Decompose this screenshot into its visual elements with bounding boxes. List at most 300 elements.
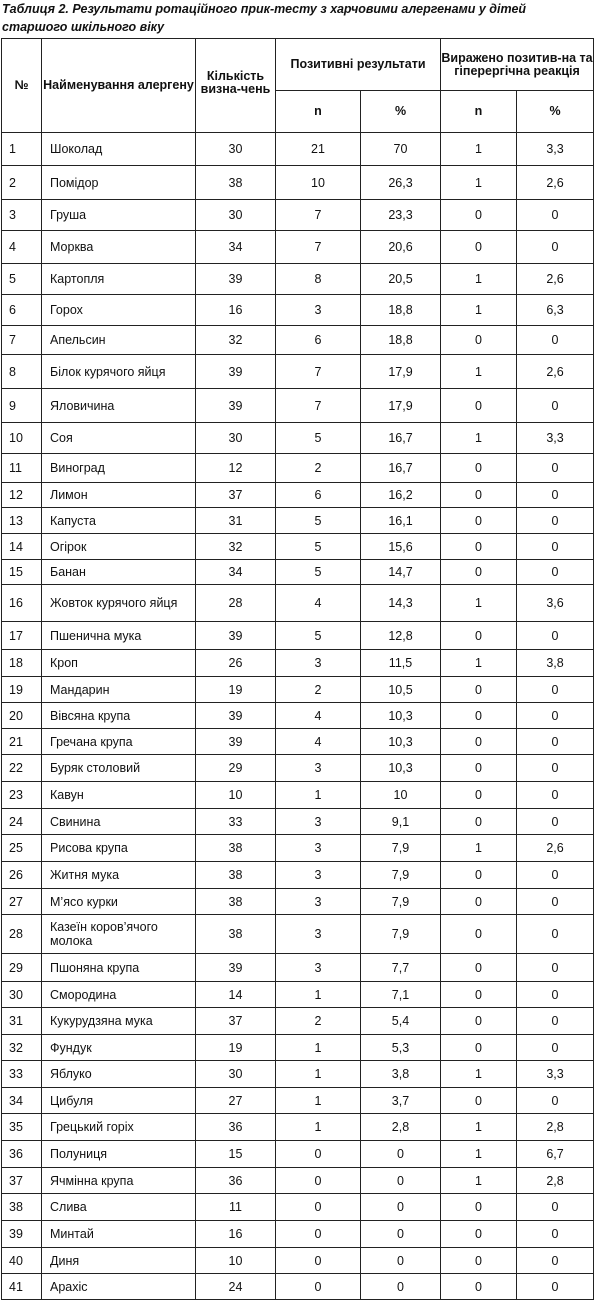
row-number: 8 bbox=[2, 355, 42, 389]
positive-n: 7 bbox=[276, 231, 361, 264]
hyper-n: 0 bbox=[441, 231, 517, 264]
hyper-n: 0 bbox=[441, 862, 517, 889]
hyper-n: 0 bbox=[441, 454, 517, 483]
hyper-percent: 0 bbox=[517, 231, 594, 264]
positive-percent: 5,3 bbox=[361, 1035, 441, 1061]
hyper-percent: 0 bbox=[517, 1194, 594, 1221]
hyper-percent: 0 bbox=[517, 782, 594, 809]
hyper-n: 1 bbox=[441, 1168, 517, 1194]
test-count: 39 bbox=[196, 355, 276, 389]
allergen-name: Огірок bbox=[42, 534, 196, 560]
row-number: 25 bbox=[2, 835, 42, 862]
hyper-percent: 2,6 bbox=[517, 355, 594, 389]
header-hyper-percent: % bbox=[517, 91, 594, 133]
row-number: 38 bbox=[2, 1194, 42, 1221]
hyper-n: 0 bbox=[441, 483, 517, 508]
test-count: 19 bbox=[196, 1035, 276, 1061]
row-number: 34 bbox=[2, 1088, 42, 1114]
hyper-n: 0 bbox=[441, 782, 517, 809]
hyper-percent: 6,3 bbox=[517, 295, 594, 326]
positive-percent: 0 bbox=[361, 1141, 441, 1168]
test-count: 39 bbox=[196, 622, 276, 650]
allergen-name: Кукурудзяна мука bbox=[42, 1008, 196, 1035]
positive-n: 6 bbox=[276, 326, 361, 355]
table-row bbox=[2, 1274, 594, 1300]
positive-percent: 9,1 bbox=[361, 809, 441, 835]
positive-n: 8 bbox=[276, 264, 361, 295]
hyper-percent: 0 bbox=[517, 1008, 594, 1035]
hyper-percent: 0 bbox=[517, 483, 594, 508]
positive-n: 1 bbox=[276, 1114, 361, 1141]
positive-n: 1 bbox=[276, 782, 361, 809]
hyper-n: 0 bbox=[441, 622, 517, 650]
positive-n: 3 bbox=[276, 889, 361, 915]
table-row bbox=[2, 755, 594, 782]
positive-percent: 10,3 bbox=[361, 755, 441, 782]
hyper-percent: 0 bbox=[517, 622, 594, 650]
positive-n: 7 bbox=[276, 200, 361, 231]
test-count: 10 bbox=[196, 782, 276, 809]
row-number: 27 bbox=[2, 889, 42, 915]
table-row bbox=[2, 355, 594, 389]
row-number: 35 bbox=[2, 1114, 42, 1141]
hyper-percent: 0 bbox=[517, 677, 594, 703]
allergen-name: Білок курячого яйця bbox=[42, 355, 196, 389]
table-row bbox=[2, 729, 594, 755]
table-row bbox=[2, 231, 594, 264]
hyper-n: 0 bbox=[441, 982, 517, 1008]
hyper-percent: 0 bbox=[517, 1221, 594, 1248]
row-number: 3 bbox=[2, 200, 42, 231]
row-number: 31 bbox=[2, 1008, 42, 1035]
allergen-name: Яловичина bbox=[42, 389, 196, 423]
hyper-percent: 0 bbox=[517, 454, 594, 483]
row-number: 28 bbox=[2, 915, 42, 954]
hyper-n: 0 bbox=[441, 1221, 517, 1248]
positive-percent: 16,1 bbox=[361, 508, 441, 534]
row-number: 5 bbox=[2, 264, 42, 295]
allergen-name: Апельсин bbox=[42, 326, 196, 355]
positive-percent: 0 bbox=[361, 1194, 441, 1221]
hyper-percent: 2,8 bbox=[517, 1168, 594, 1194]
hyper-percent: 0 bbox=[517, 889, 594, 915]
positive-percent: 17,9 bbox=[361, 389, 441, 423]
table-row bbox=[2, 782, 594, 809]
row-number: 15 bbox=[2, 560, 42, 585]
test-count: 38 bbox=[196, 862, 276, 889]
test-count: 14 bbox=[196, 982, 276, 1008]
header-count: Кількість визна-чень bbox=[196, 39, 276, 133]
table-row bbox=[2, 915, 594, 954]
table-row bbox=[2, 809, 594, 835]
test-count: 10 bbox=[196, 1248, 276, 1274]
positive-n: 0 bbox=[276, 1168, 361, 1194]
hyper-n: 0 bbox=[441, 809, 517, 835]
hyper-n: 0 bbox=[441, 677, 517, 703]
positive-percent: 0 bbox=[361, 1168, 441, 1194]
allergen-name: Минтай bbox=[42, 1221, 196, 1248]
test-count: 37 bbox=[196, 483, 276, 508]
positive-percent: 0 bbox=[361, 1221, 441, 1248]
test-count: 29 bbox=[196, 755, 276, 782]
positive-n: 5 bbox=[276, 534, 361, 560]
allergen-name: Помідор bbox=[42, 166, 196, 200]
hyper-percent: 0 bbox=[517, 1035, 594, 1061]
allergen-name: Груша bbox=[42, 200, 196, 231]
hyper-n: 1 bbox=[441, 1061, 517, 1088]
positive-percent: 7,9 bbox=[361, 835, 441, 862]
row-number: 18 bbox=[2, 650, 42, 677]
row-number: 1 bbox=[2, 133, 42, 166]
table-row bbox=[2, 1061, 594, 1088]
hyper-percent: 3,6 bbox=[517, 585, 594, 622]
allergen-name: Шоколад bbox=[42, 133, 196, 166]
positive-percent: 16,7 bbox=[361, 423, 441, 454]
hyper-n: 1 bbox=[441, 1114, 517, 1141]
test-count: 36 bbox=[196, 1168, 276, 1194]
positive-n: 6 bbox=[276, 483, 361, 508]
positive-percent: 20,6 bbox=[361, 231, 441, 264]
table-row bbox=[2, 677, 594, 703]
allergen-name: Жовток курячого яйця bbox=[42, 585, 196, 622]
allergen-name: Соя bbox=[42, 423, 196, 454]
positive-n: 7 bbox=[276, 389, 361, 423]
test-count: 32 bbox=[196, 326, 276, 355]
test-count: 33 bbox=[196, 809, 276, 835]
allergen-name: Пшоняна крупа bbox=[42, 954, 196, 982]
positive-n: 5 bbox=[276, 423, 361, 454]
test-count: 28 bbox=[196, 585, 276, 622]
hyper-percent: 3,3 bbox=[517, 1061, 594, 1088]
test-count: 31 bbox=[196, 508, 276, 534]
positive-n: 5 bbox=[276, 622, 361, 650]
table-row bbox=[2, 889, 594, 915]
positive-percent: 2,8 bbox=[361, 1114, 441, 1141]
header-row-top bbox=[2, 39, 594, 91]
hyper-n: 1 bbox=[441, 650, 517, 677]
hyper-percent: 3,8 bbox=[517, 650, 594, 677]
row-number: 7 bbox=[2, 326, 42, 355]
positive-n: 10 bbox=[276, 166, 361, 200]
row-number: 30 bbox=[2, 982, 42, 1008]
allergen-name: Яблуко bbox=[42, 1061, 196, 1088]
positive-percent: 16,2 bbox=[361, 483, 441, 508]
allergen-name: Пшенична мука bbox=[42, 622, 196, 650]
hyper-percent: 0 bbox=[517, 703, 594, 729]
table-row bbox=[2, 423, 594, 454]
allergen-name: Виноград bbox=[42, 454, 196, 483]
test-count: 16 bbox=[196, 1221, 276, 1248]
positive-n: 4 bbox=[276, 703, 361, 729]
hyper-percent: 0 bbox=[517, 534, 594, 560]
table-row bbox=[2, 508, 594, 534]
hyper-n: 0 bbox=[441, 200, 517, 231]
hyper-n: 0 bbox=[441, 1248, 517, 1274]
allergen-name: Житня мука bbox=[42, 862, 196, 889]
row-number: 37 bbox=[2, 1168, 42, 1194]
positive-percent: 7,1 bbox=[361, 982, 441, 1008]
test-count: 39 bbox=[196, 954, 276, 982]
hyper-n: 0 bbox=[441, 755, 517, 782]
table-row bbox=[2, 1221, 594, 1248]
table-row bbox=[2, 585, 594, 622]
row-number: 19 bbox=[2, 677, 42, 703]
hyper-n: 0 bbox=[441, 534, 517, 560]
hyper-percent: 2,6 bbox=[517, 166, 594, 200]
test-count: 11 bbox=[196, 1194, 276, 1221]
positive-n: 3 bbox=[276, 862, 361, 889]
hyper-n: 0 bbox=[441, 1035, 517, 1061]
row-number: 24 bbox=[2, 809, 42, 835]
positive-percent: 7,9 bbox=[361, 889, 441, 915]
table-row bbox=[2, 326, 594, 355]
test-count: 38 bbox=[196, 166, 276, 200]
positive-n: 0 bbox=[276, 1221, 361, 1248]
table-row bbox=[2, 1114, 594, 1141]
positive-percent: 7,9 bbox=[361, 915, 441, 954]
row-number: 17 bbox=[2, 622, 42, 650]
positive-n: 2 bbox=[276, 454, 361, 483]
table-row bbox=[2, 264, 594, 295]
positive-n: 5 bbox=[276, 560, 361, 585]
positive-percent: 7,9 bbox=[361, 862, 441, 889]
row-number: 26 bbox=[2, 862, 42, 889]
allergen-name: Мандарин bbox=[42, 677, 196, 703]
header-positive-n: n bbox=[276, 91, 361, 133]
row-number: 22 bbox=[2, 755, 42, 782]
table-row bbox=[2, 1141, 594, 1168]
positive-n: 3 bbox=[276, 835, 361, 862]
row-number: 10 bbox=[2, 423, 42, 454]
allergen-name: Картопля bbox=[42, 264, 196, 295]
positive-n: 4 bbox=[276, 729, 361, 755]
row-number: 2 bbox=[2, 166, 42, 200]
table-row bbox=[2, 200, 594, 231]
test-count: 32 bbox=[196, 534, 276, 560]
hyper-percent: 6,7 bbox=[517, 1141, 594, 1168]
test-count: 37 bbox=[196, 1008, 276, 1035]
allergen-name: Гречана крупа bbox=[42, 729, 196, 755]
table-row bbox=[2, 954, 594, 982]
table-row bbox=[2, 1035, 594, 1061]
hyper-percent: 0 bbox=[517, 560, 594, 585]
test-count: 19 bbox=[196, 677, 276, 703]
row-number: 23 bbox=[2, 782, 42, 809]
positive-percent: 14,7 bbox=[361, 560, 441, 585]
allergen-name: Слива bbox=[42, 1194, 196, 1221]
test-count: 38 bbox=[196, 889, 276, 915]
row-number: 4 bbox=[2, 231, 42, 264]
positive-n: 1 bbox=[276, 1061, 361, 1088]
hyper-percent: 0 bbox=[517, 729, 594, 755]
positive-percent: 0 bbox=[361, 1274, 441, 1300]
positive-n: 0 bbox=[276, 1194, 361, 1221]
table-row bbox=[2, 454, 594, 483]
hyper-percent: 2,8 bbox=[517, 1114, 594, 1141]
allergen-name: Лимон bbox=[42, 483, 196, 508]
hyper-n: 1 bbox=[441, 295, 517, 326]
table-row bbox=[2, 982, 594, 1008]
hyper-percent: 0 bbox=[517, 326, 594, 355]
positive-n: 21 bbox=[276, 133, 361, 166]
hyper-percent: 2,6 bbox=[517, 835, 594, 862]
allergen-name: Свинина bbox=[42, 809, 196, 835]
positive-percent: 23,3 bbox=[361, 200, 441, 231]
table-caption: Таблиця 2. Результати ротаційного прик-тесту з харчовими алергенами у дітей старшого шкільного віку bbox=[2, 2, 527, 34]
hyper-n: 1 bbox=[441, 423, 517, 454]
allergen-name: Цибуля bbox=[42, 1088, 196, 1114]
positive-percent: 10,3 bbox=[361, 703, 441, 729]
allergen-name: М’ясо курки bbox=[42, 889, 196, 915]
test-count: 26 bbox=[196, 650, 276, 677]
hyper-percent: 2,6 bbox=[517, 264, 594, 295]
allergen-name: Буряк столовий bbox=[42, 755, 196, 782]
hyper-percent: 0 bbox=[517, 755, 594, 782]
positive-n: 1 bbox=[276, 1035, 361, 1061]
positive-n: 3 bbox=[276, 915, 361, 954]
hyper-percent: 0 bbox=[517, 809, 594, 835]
hyper-n: 0 bbox=[441, 915, 517, 954]
positive-percent: 10 bbox=[361, 782, 441, 809]
hyper-n: 0 bbox=[441, 954, 517, 982]
hyper-percent: 0 bbox=[517, 1274, 594, 1300]
positive-percent: 7,7 bbox=[361, 954, 441, 982]
positive-n: 2 bbox=[276, 677, 361, 703]
hyper-percent: 0 bbox=[517, 862, 594, 889]
allergen-results-table bbox=[1, 38, 594, 1300]
test-count: 38 bbox=[196, 835, 276, 862]
row-number: 40 bbox=[2, 1248, 42, 1274]
positive-percent: 3,7 bbox=[361, 1088, 441, 1114]
positive-percent: 12,8 bbox=[361, 622, 441, 650]
table-body bbox=[2, 133, 594, 1300]
table-header bbox=[2, 39, 594, 133]
hyper-n: 0 bbox=[441, 560, 517, 585]
positive-n: 7 bbox=[276, 355, 361, 389]
row-number: 29 bbox=[2, 954, 42, 982]
hyper-percent: 0 bbox=[517, 389, 594, 423]
allergen-name: Фундук bbox=[42, 1035, 196, 1061]
allergen-name: Банан bbox=[42, 560, 196, 585]
hyper-percent: 0 bbox=[517, 954, 594, 982]
row-number: 6 bbox=[2, 295, 42, 326]
row-number: 14 bbox=[2, 534, 42, 560]
positive-n: 2 bbox=[276, 1008, 361, 1035]
header-positive-results: Позитивні результати bbox=[276, 39, 441, 91]
table-row bbox=[2, 703, 594, 729]
table-row bbox=[2, 650, 594, 677]
table-row bbox=[2, 1168, 594, 1194]
allergen-name: Ячмінна крупа bbox=[42, 1168, 196, 1194]
test-count: 15 bbox=[196, 1141, 276, 1168]
test-count: 30 bbox=[196, 133, 276, 166]
allergen-name: Капуста bbox=[42, 508, 196, 534]
hyper-n: 0 bbox=[441, 1194, 517, 1221]
positive-percent: 70 bbox=[361, 133, 441, 166]
row-number: 20 bbox=[2, 703, 42, 729]
positive-percent: 16,7 bbox=[361, 454, 441, 483]
header-positive-percent: % bbox=[361, 91, 441, 133]
table-row bbox=[2, 560, 594, 585]
hyper-percent: 0 bbox=[517, 982, 594, 1008]
allergen-name: Диня bbox=[42, 1248, 196, 1274]
positive-n: 0 bbox=[276, 1274, 361, 1300]
table-row bbox=[2, 483, 594, 508]
hyper-n: 0 bbox=[441, 889, 517, 915]
allergen-name: Казеїн коров’ячого молока bbox=[42, 915, 196, 954]
positive-percent: 5,4 bbox=[361, 1008, 441, 1035]
test-count: 27 bbox=[196, 1088, 276, 1114]
header-hyperergic-reaction: Виражено позитив-на та гіперергічна реакція bbox=[441, 39, 594, 91]
table-row bbox=[2, 835, 594, 862]
positive-n: 4 bbox=[276, 585, 361, 622]
allergen-name: Смородина bbox=[42, 982, 196, 1008]
test-count: 30 bbox=[196, 423, 276, 454]
test-count: 24 bbox=[196, 1274, 276, 1300]
table-row bbox=[2, 1008, 594, 1035]
test-count: 34 bbox=[196, 560, 276, 585]
hyper-percent: 0 bbox=[517, 508, 594, 534]
row-number: 11 bbox=[2, 454, 42, 483]
header-hyper-n: n bbox=[441, 91, 517, 133]
hyper-n: 0 bbox=[441, 1088, 517, 1114]
positive-n: 1 bbox=[276, 982, 361, 1008]
positive-percent: 11,5 bbox=[361, 650, 441, 677]
positive-n: 3 bbox=[276, 295, 361, 326]
row-number: 41 bbox=[2, 1274, 42, 1300]
allergen-name: Кавун bbox=[42, 782, 196, 809]
positive-percent: 18,8 bbox=[361, 326, 441, 355]
hyper-n: 0 bbox=[441, 389, 517, 423]
positive-n: 0 bbox=[276, 1141, 361, 1168]
test-count: 12 bbox=[196, 454, 276, 483]
test-count: 39 bbox=[196, 729, 276, 755]
test-count: 16 bbox=[196, 295, 276, 326]
table-row bbox=[2, 1248, 594, 1274]
positive-n: 3 bbox=[276, 954, 361, 982]
positive-n: 3 bbox=[276, 809, 361, 835]
positive-n: 3 bbox=[276, 755, 361, 782]
positive-percent: 10,3 bbox=[361, 729, 441, 755]
table-row bbox=[2, 389, 594, 423]
test-count: 39 bbox=[196, 703, 276, 729]
hyper-n: 0 bbox=[441, 703, 517, 729]
table-row bbox=[2, 1088, 594, 1114]
hyper-percent: 0 bbox=[517, 1248, 594, 1274]
test-count: 30 bbox=[196, 200, 276, 231]
row-number: 33 bbox=[2, 1061, 42, 1088]
test-count: 39 bbox=[196, 389, 276, 423]
hyper-n: 1 bbox=[441, 355, 517, 389]
hyper-percent: 3,3 bbox=[517, 133, 594, 166]
positive-percent: 26,3 bbox=[361, 166, 441, 200]
allergen-name: Морква bbox=[42, 231, 196, 264]
table-row bbox=[2, 133, 594, 166]
hyper-percent: 3,3 bbox=[517, 423, 594, 454]
positive-percent: 15,6 bbox=[361, 534, 441, 560]
test-count: 36 bbox=[196, 1114, 276, 1141]
positive-percent: 18,8 bbox=[361, 295, 441, 326]
table-row bbox=[2, 862, 594, 889]
test-count: 38 bbox=[196, 915, 276, 954]
hyper-n: 0 bbox=[441, 729, 517, 755]
row-number: 21 bbox=[2, 729, 42, 755]
positive-n: 3 bbox=[276, 650, 361, 677]
table-row bbox=[2, 166, 594, 200]
hyper-percent: 0 bbox=[517, 915, 594, 954]
hyper-n: 0 bbox=[441, 1008, 517, 1035]
positive-percent: 10,5 bbox=[361, 677, 441, 703]
